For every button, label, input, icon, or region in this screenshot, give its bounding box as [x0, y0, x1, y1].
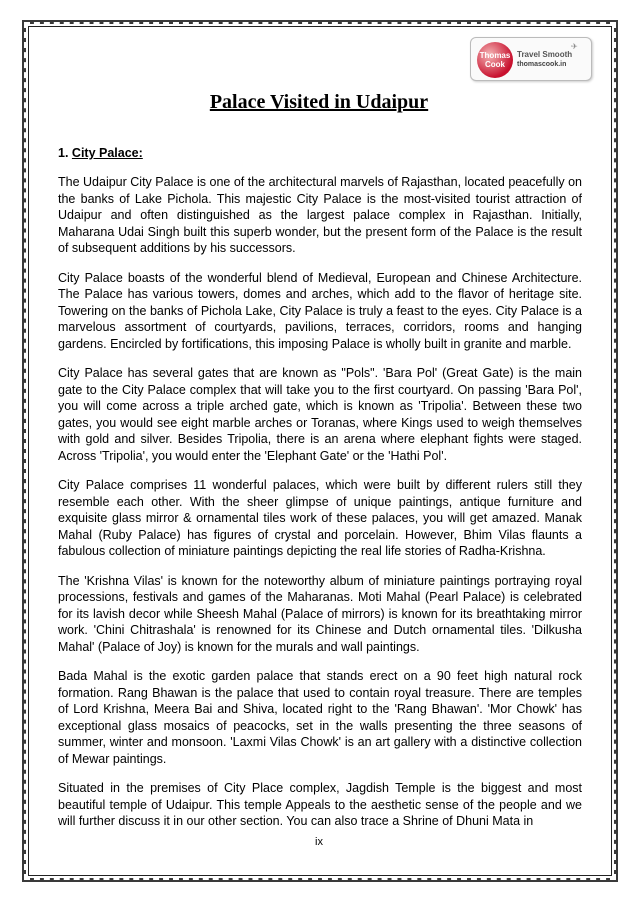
section-number: 1. — [58, 146, 69, 160]
paragraph: Bada Mahal is the exotic garden palace that stands erect on a 90 feet high natural rock formation. Rang Bhawan is the palace that used to contain royal treasure. There are temples of Lord Krishna, Meera Bai and Shiva, located right to the 'Rang Bhawan'. 'Mor Chowk' has exceptional glass mosaics of peacocks, set in the walls presenting the three seasons of summer, winter and monsoon. 'Laxmi Vilas Chowk' is an art gallery with a distinctive collection of Mewar paintings. — [58, 669, 582, 766]
section-title: City Palace: — [71, 146, 143, 160]
paragraph: City Palace boasts of the wonderful blend of Medieval, European and Chinese Architecture. The Palace has various towers, domes and arches, which add to the flavor of heritage site. Towering on the banks of Pichola Lake, City Palace is truly a feast to the eyes. City Palace is a marvelous assortment of courtyards, pavilions, terraces, corridors, rooms and hanging gardens. Encircled by fortifications, this imposing Palace is wholly built in granite and marble. — [58, 270, 582, 351]
page-number: ix — [315, 836, 323, 848]
logo-line1: Thomas — [479, 51, 511, 60]
logo-site: thomascook.in — [517, 61, 567, 68]
thomas-cook-logo — [470, 37, 592, 81]
paragraph: City Palace has several gates that are known as "Pols". 'Bara Pol' (Great Gate) is the main gate to the City Palace complex that will take you to the first courtyard. On passing 'Bara Pol', you will come across a triple arched gate, which is known as 'Tripolia'. Between these two gates, you would see eight marble arches or Toranas, where Kings used to weigh themselves with gold and silver. Besides Tripolia, there is an arena where elephant fights were staged. Across 'Tripolia', you would enter the 'Elephant Gate' or the 'Hathi Pol'. — [58, 366, 582, 463]
logo-line2: Cook — [485, 60, 505, 69]
paragraph: Situated in the premises of City Place complex, Jagdish Temple is the biggest and most beautiful temple of Udaipur. This temple Appeals to the aesthetic sense of the people and we will further discuss it in our other section. You can also trace a Shrine of Dhuni Mata in — [58, 781, 582, 828]
logo-tagline: Travel Smooth — [517, 50, 573, 59]
section-heading — [58, 146, 582, 160]
logo-globe-icon — [477, 42, 513, 78]
paragraph: The 'Krishna Vilas' is known for the noteworthy album of miniature paintings portraying royal processions, festivals and games of the Maharanas. Moti Mahal (Pearl Palace) is celebrated for its lavish decor while Sheesh Mahal (Palace of mirrors) is known for its breathtaking mirror work. 'Chini Chitrashala' is renowned for its Chinese and Dutch ornamental tiles. 'Dilkusha Mahal' (Palace of Joy) is known for the murals and wall paintings. — [58, 573, 582, 654]
plane-icon: ✈ — [571, 42, 578, 51]
page-title: Palace Visited in Udaipur — [209, 91, 429, 113]
paragraph: City Palace comprises 11 wonderful palaces, which were built by different rulers still they resemble each other. With the sheer glimpse of unique paintings, antique furniture and exquisite glass mirror & ornamental tiles work of these palaces, you will get amazed. Manak Mahal (Ruby Palace) has figures of crystal and porcelain. However, Bhim Vilas flaunts a fabulous collection of miniature paintings depicting the real life stories of Radha-Krishna. — [58, 478, 582, 558]
document-body — [58, 146, 582, 843]
paragraph: The Udaipur City Palace is one of the architectural marvels of Rajasthan, located peacefully on the banks of Lake Pichola. This majestic City Palace is the most-visited tourist attraction of Udaipur and often distinguished as the largest palace complex in Rajasthan. Initially, Maharana Udai Singh built this superb wonder, but the present form of the Palace is the result of subsequent additions by his successors. — [58, 175, 582, 255]
